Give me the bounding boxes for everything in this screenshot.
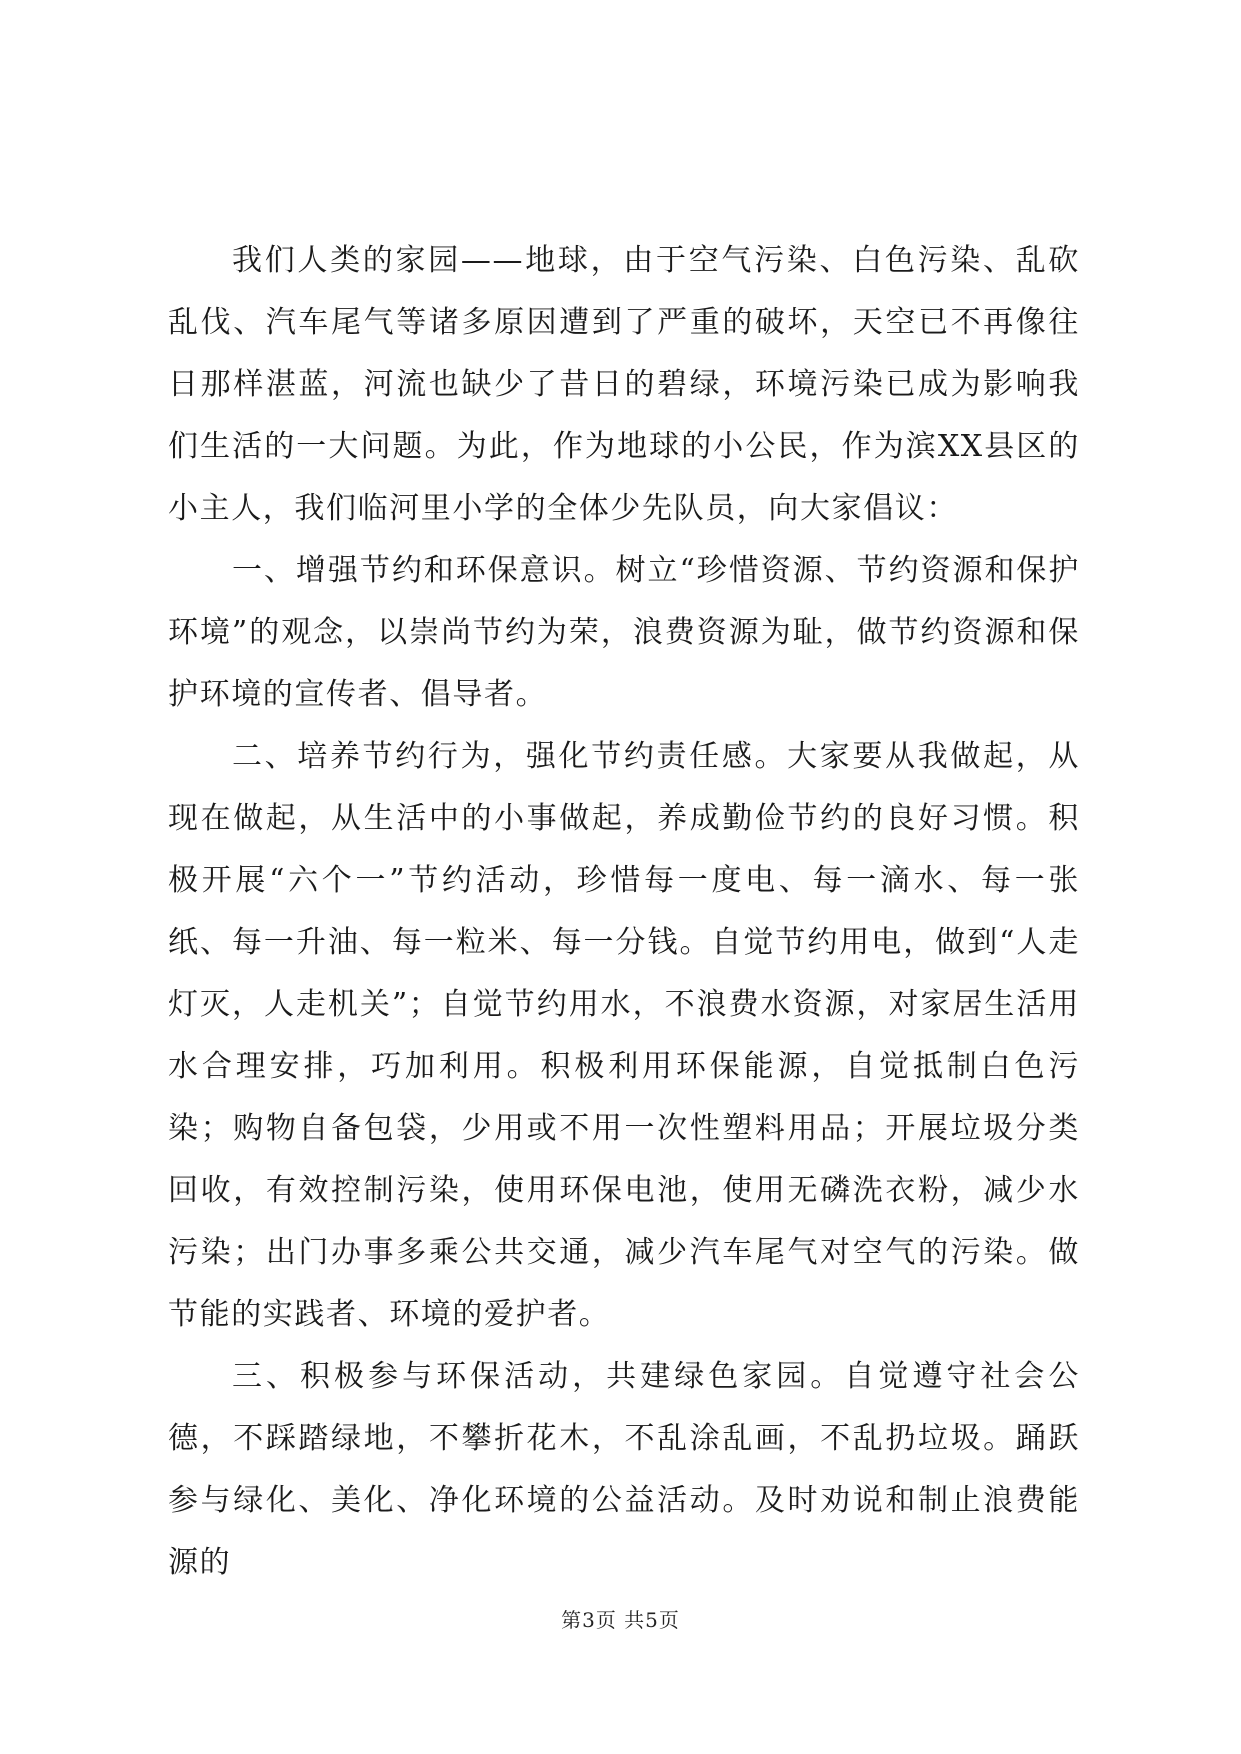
paragraph-intro: 我们人类的家园——地球，由于空气污染、白色污染、乱砍乱伐、汽车尾气等诸多原因遭到了严重的破坏，天空已不再像往日那样湛蓝，河流也缺少了昔日的碧绿，环境污染已成为影响我们生活的一大问题。为此，作为地球的小公民，作为滨XX县区的小主人，我们临河里小学的全体少先队员，向大家倡议： <box>168 243 1080 526</box>
paragraph-point-3: 三、积极参与环保活动，共建绿色家园。自觉遵守社会公德，不踩踏绿地，不攀折花木，不乱涂乱画，不乱扔垃圾。踊跃参与绿化、美化、净化环境的公益活动。及时劝说和制止浪费能源的 <box>168 1359 1080 1580</box>
paragraph-point-1: 一、增强节约和环保意识。树立“珍惜资源、节约资源和保护环境”的观念，以崇尚节约为荣，浪费资源为耻，做节约资源和保护环境的宣传者、倡导者。 <box>168 553 1080 712</box>
document-body <box>168 230 1080 1594</box>
page-footer: 第3页 共5页 <box>561 1608 680 1632</box>
paragraph-point-2: 二、培养节约行为，强化节约责任感。大家要从我做起，从现在做起，从生活中的小事做起，养成勤俭节约的良好习惯。积极开展“六个一”节约活动，珍惜每一度电、每一滴水、每一张纸、每一升油、每一粒米、每一分钱。自觉节约用电，做到“人走灯灭，人走机关”；自觉节约用水，不浪费水资源，对家居生活用水合理安排，巧加利用。积极利用环保能源，自觉抵制白色污染；购物自备包袋，少用或不用一次性塑料用品；开展垃圾分类回收，有效控制污染，使用环保电池，使用无磷洗衣粉，减少水污染；出门办事多乘公共交通，减少汽车尾气对空气的污染。做节能的实践者、环境的爱护者。 <box>168 739 1080 1332</box>
